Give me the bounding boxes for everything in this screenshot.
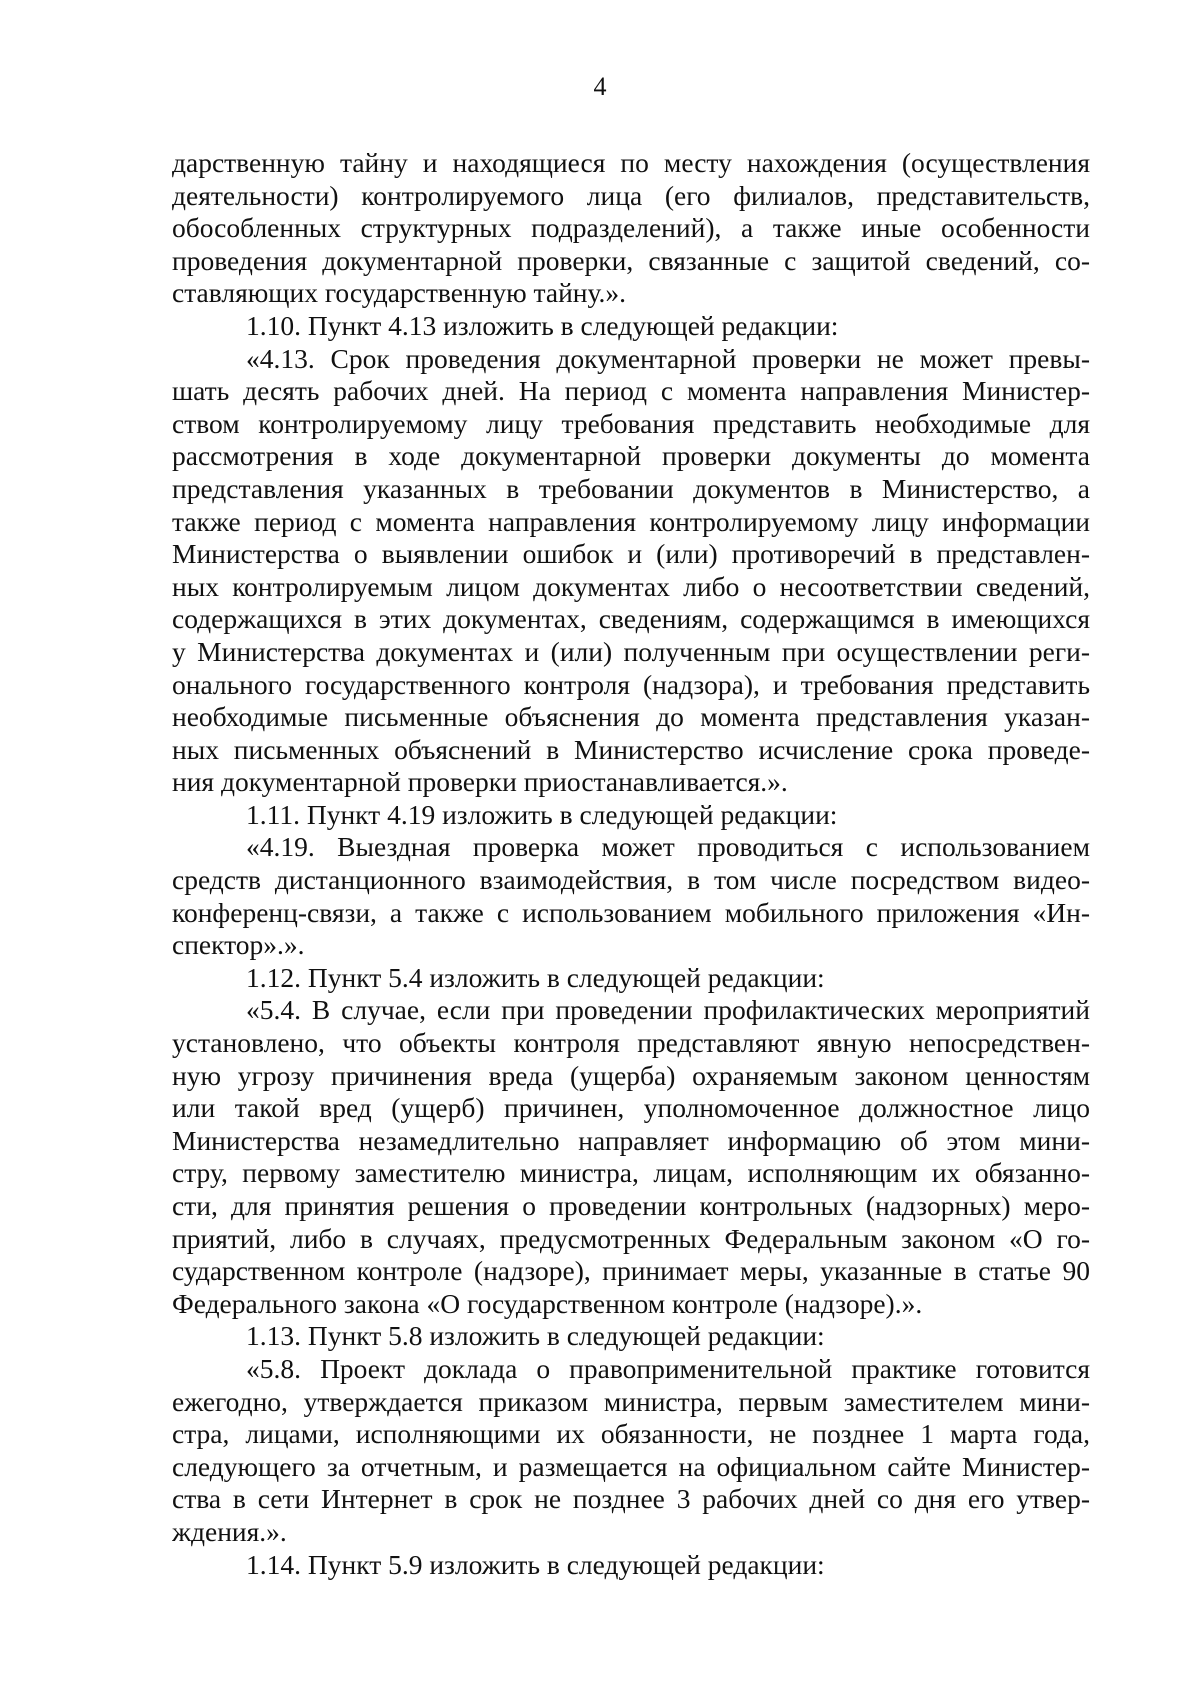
text-line: дарственную тайну и находящиеся по месту нахождения (осуществления: [172, 147, 1090, 178]
text-line: приятий, либо в случаях, предусмотренных Федеральным законом «О го-: [172, 1222, 1090, 1254]
text-line: конференц-связи, а также с использованием мобильного приложения «Ин-: [172, 896, 1090, 928]
text-line: спектор».».: [172, 929, 305, 961]
text-line: Министерства о выявлении ошибок и (или) противоречий в представлен-: [172, 538, 1090, 570]
text-line: «5.4. В случае, если при проведении профилактических мероприятий: [246, 994, 1090, 1026]
text-line: установлено, что объекты контроля представляют явную непосредствен-: [172, 1027, 1090, 1059]
text-line: представления указанных в требовании документов в Министерство, а: [172, 472, 1090, 504]
text-line: шать десять рабочих дней. На период с момента направления Министер-: [172, 375, 1090, 407]
text-line: средств дистанционного взаимодействия, в том числе посредством видео-: [172, 864, 1090, 896]
text-line: стра, лицами, исполняющими их обязанности, не позднее 1 марта года,: [172, 1418, 1090, 1450]
text-line: 1.13. Пункт 5.8 изложить в следующей редакции:: [246, 1320, 825, 1352]
text-line: стру, первому заместителю министра, лицам, исполняющим их обязанно-: [172, 1157, 1090, 1189]
text-line: проведения документарной проверки, связанные с защитой сведений, со-: [172, 244, 1090, 276]
text-line: следующего за отчетным, и размещается на официальном сайте Министер-: [172, 1450, 1090, 1482]
text-line: Федерального закона «О государственном контроле (надзоре).».: [172, 1287, 923, 1319]
text-line: Министерства незамедлительно направляет информацию об этом мини-: [172, 1124, 1090, 1156]
text-line: 1.11. Пункт 4.19 изложить в следующей редакции:: [246, 798, 838, 830]
text-line: онального государственного контроля (надзора), и требования представить: [172, 668, 1090, 700]
text-line: обособленных структурных подразделений), а также иные особенности: [172, 212, 1090, 244]
text-line: ную угрозу причинения вреда (ущерба) охраняемым законом ценностям: [172, 1059, 1090, 1091]
text-line: 1.10. Пункт 4.13 изложить в следующей редакции:: [246, 309, 839, 341]
text-line: ных контролируемым лицом документах либо о несоответствии сведений,: [172, 570, 1090, 602]
text-line: сти, для принятия решения о проведении контрольных (надзорных) меро-: [172, 1190, 1090, 1221]
text-line: или такой вред (ущерб) причинен, уполномоченное должностное лицо: [172, 1092, 1090, 1124]
text-line: 1.14. Пункт 5.9 изложить в следующей редакции:: [246, 1548, 825, 1580]
text-line: содержащихся в этих документах, сведениям, содержащимся в имеющихся: [172, 603, 1090, 635]
page-number: 4: [593, 72, 607, 101]
text-line: «4.19. Выездная проверка может проводиться с использованием: [246, 831, 1090, 863]
text-line: ждения.».: [172, 1515, 287, 1547]
text-line: деятельности) контролируемого лица (его филиалов, представительств,: [172, 179, 1090, 211]
text-line: также период с момента направления контролируемому лицу информации: [172, 505, 1090, 537]
text-line: «5.8. Проект доклада о правоприменительной практике готовится: [246, 1352, 1090, 1384]
text-line: 1.12. Пункт 5.4 изложить в следующей редакции:: [246, 961, 825, 993]
text-line: у Министерства документах и (или) полученным при осуществлении реги-: [172, 635, 1090, 667]
text-line: ства в сети Интернет в срок не позднее 3 рабочих дней со дня его утвер-: [172, 1483, 1090, 1515]
text-line: ством контролируемому лицу требования представить необходимые для: [172, 407, 1090, 439]
text-line: необходимые письменные объяснения до момента представления указан-: [172, 701, 1090, 733]
document-body: [172, 147, 1090, 1581]
text-line: «4.13. Срок проведения документарной проверки не может превы-: [246, 342, 1090, 374]
text-line: ния документарной проверки приостанавливается.».: [172, 766, 788, 798]
text-line: сударственном контроле (надзоре), принимает меры, указанные в статье 90: [172, 1255, 1090, 1287]
text-line: рассмотрения в ходе документарной проверки документы до момента: [172, 440, 1090, 472]
text-line: ежегодно, утверждается приказом министра, первым заместителем мини-: [172, 1385, 1090, 1417]
text-line: ставляющих государственную тайну.».: [172, 277, 627, 309]
text-line: ных письменных объяснений в Министерство исчисление срока проведе-: [172, 733, 1090, 765]
